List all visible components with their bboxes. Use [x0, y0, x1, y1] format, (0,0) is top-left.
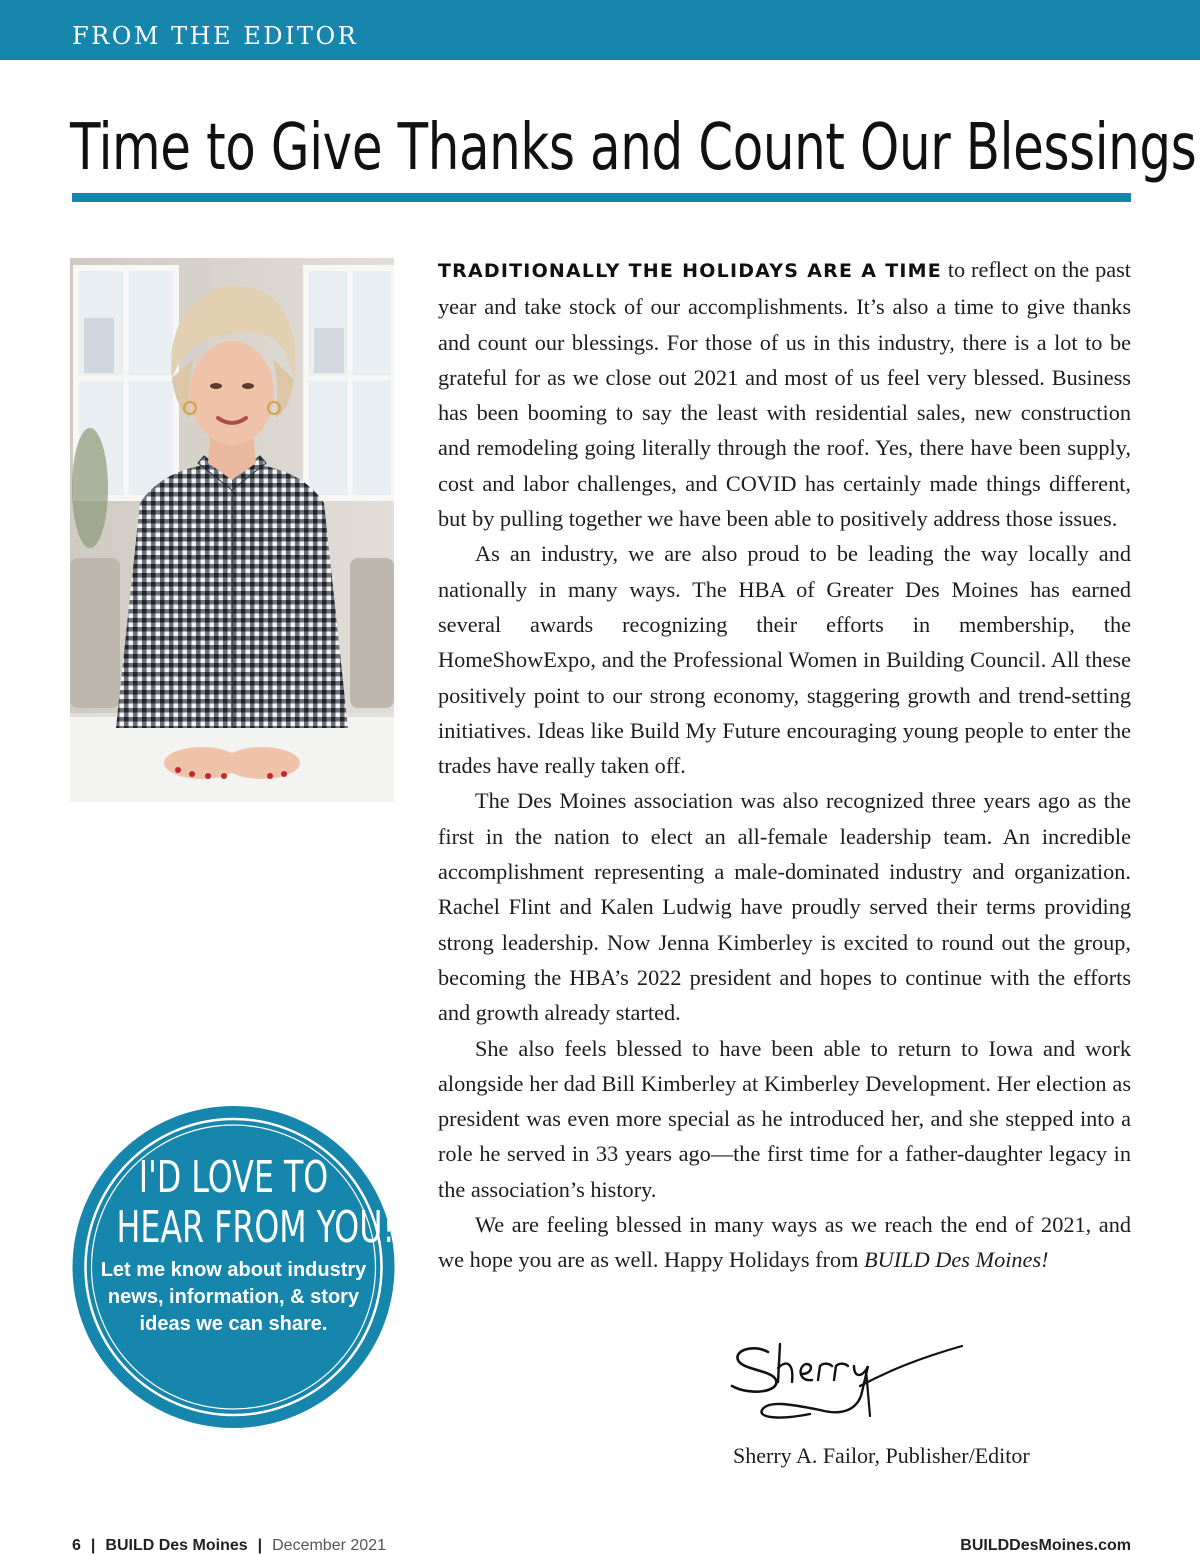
page-footer — [72, 1536, 386, 1556]
article-paragraph: The Des Moines association was also recognized three years ago as the first in the nation to elect an all-female leadership team. An incredible accomplishment representing a male-dominated industry and organization. Rachel Flint and Kalen Ludwig have proudly served their terms providing strong leadership. Now Jenna Kimberley is excited to round out the group, becoming the HBA’s 2022 president and hopes to continue with the efforts and growth already started. — [438, 788, 1131, 1026]
footer-publication: BUILD Des Moines — [105, 1537, 248, 1554]
publication-name-italic: BUILD Des Moines! — [864, 1247, 1049, 1273]
section-label: FROM THE EDITOR — [72, 22, 359, 50]
badge-body-text: Let me know about industry news, information, & story ideas we can share. — [100, 1259, 367, 1335]
article-body — [438, 252, 1131, 1278]
section-header-bar — [0, 0, 1200, 60]
article-closing-paragraph — [438, 1207, 1131, 1278]
footer-date: December 2021 — [272, 1537, 386, 1554]
title-underline — [72, 193, 1131, 202]
editor-portrait-photo — [70, 258, 394, 802]
badge-headline — [116, 1152, 396, 1253]
signature-caption: Sherry A. Failor, Publisher/Editor — [733, 1443, 1030, 1468]
footer-website: BUILDDesMoines.com — [960, 1537, 1131, 1554]
article-lead-in: TRADITIONALLY THE HOLIDAYS ARE A TIME — [438, 260, 942, 282]
closing-text: We are feeling blessed in many ways as we reach the end of 2021, and we hope you are as well. Happy Holidays from — [438, 1212, 1131, 1273]
footer-separator: | — [90, 1537, 96, 1554]
article-paragraph — [438, 252, 1131, 536]
badge-headline-line: I'D LOVE TO — [138, 1152, 329, 1203]
article-paragraph-text: to reflect on the past year and take stock of our accomplishments. It’s also a time to give thanks and count our blessings. For those of us in this industry, there is a lot to be grateful for as we close out 2021 and most of us feel very blessed. Business has been booming to say the least with residential sales, new construction and remodeling going literally through the roof. Yes, there have been supply, cost and labor challenges, and COVID has certainly made things different, but by pulling together we have been able to positively address those issues. — [438, 257, 1131, 532]
badge-headline-line: HEAR FROM YOU! — [116, 1202, 396, 1253]
article-title: Time to Give Thanks and Count Our Blessings — [70, 111, 1197, 185]
footer-separator: | — [257, 1537, 263, 1554]
contact-badge — [71, 1105, 396, 1429]
page-number: 6 — [72, 1537, 81, 1554]
handwritten-signature — [720, 1330, 980, 1430]
article-paragraph: She also feels blessed to have been able to return to Iowa and work alongside her dad Bill Kimberley at Kimberley Development. Her election as president was even more special as he introduced her, and she stepped into a role he served in 33 years ago—the first time for a father-daughter legacy in the association’s history. — [438, 1035, 1131, 1202]
article-paragraph: As an industry, we are also proud to be leading the way locally and nationally in many ways. The HBA of Greater Des Moines has earned several awards recognizing their efforts in membership, the HomeShowExpo, and the Professional Women in Building Council. All these positively point to our strong economy, staggering growth and trend-setting initiatives. Ideas like Build My Future encouraging young people to enter the trades have really taken off. — [438, 541, 1131, 779]
